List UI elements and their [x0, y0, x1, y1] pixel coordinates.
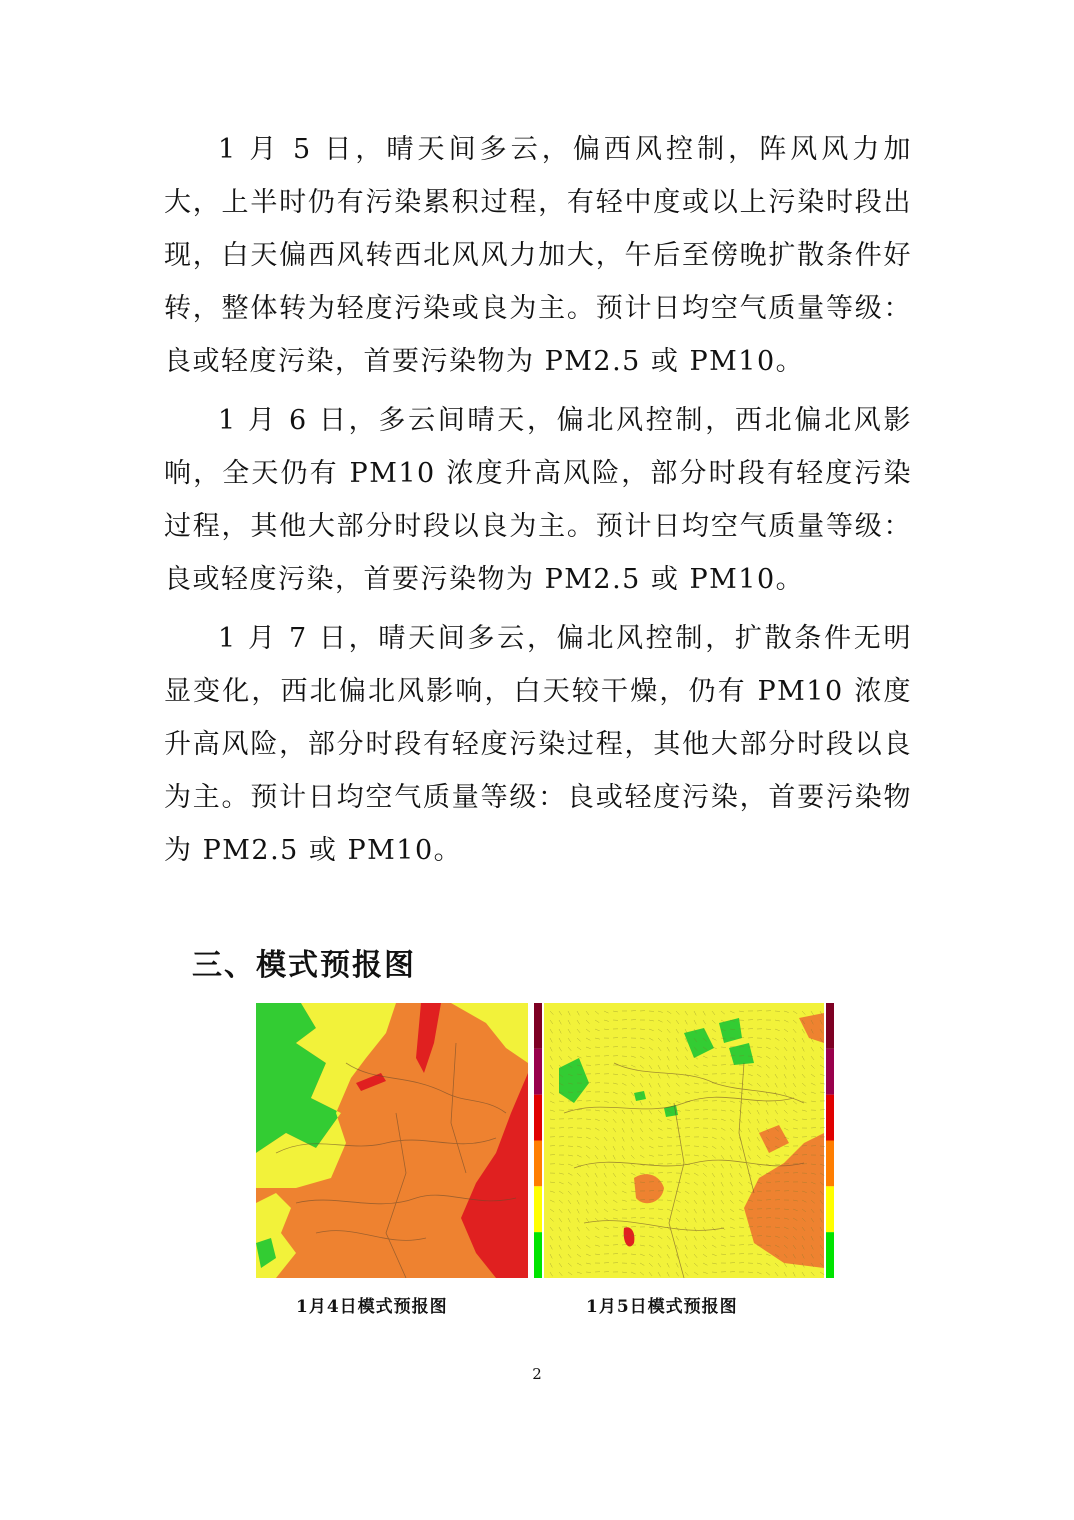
forecast-map-image: [544, 1003, 834, 1278]
figure-caption-jan4: 1月4日模式预报图: [296, 1297, 448, 1317]
color-legend-bar: [826, 1003, 834, 1278]
page-number: 2: [532, 1365, 542, 1383]
legend-swatch: [534, 1186, 542, 1232]
legend-swatch: [826, 1232, 834, 1278]
legend-swatch: [826, 1095, 834, 1141]
model-forecast-map-jan5: [544, 1003, 834, 1278]
legend-swatch: [534, 1095, 542, 1141]
legend-swatch: [534, 1232, 542, 1278]
forecast-map-image: [256, 1003, 545, 1278]
section-title: 三、模式预报图: [192, 948, 416, 983]
forecast-paragraph-jan5: 1 月 5 日，晴天间多云，偏西风控制，阵风风力加大，上半时仍有污染累积过程，有轻中度或以上污染时段出现，白天偏西风转西北风风力加大，午后至傍晚扩散条件好转，整体转为轻度污染或良为主。预计日均空气质量等级：良或轻度污染，首要污染物为 PM2.5 或 PM10。: [164, 134, 912, 377]
color-legend-bar: [534, 1003, 542, 1278]
model-forecast-map-jan4: [256, 1003, 545, 1278]
legend-swatch: [534, 1049, 542, 1095]
legend-swatch: [826, 1003, 834, 1049]
forecast-paragraph-jan7: 1 月 7 日，晴天间多云，偏北风控制，扩散条件无明显变化，西北偏北风影响，白天较干燥，仍有 PM10 浓度升高风险，部分时段有轻度污染过程，其他大部分时段以良为主。预计日均空气质量等级：良或轻度污染，首要污染物为 PM2.5 或 PM10。: [164, 623, 912, 866]
legend-swatch: [534, 1141, 542, 1187]
legend-swatch: [826, 1186, 834, 1232]
legend-swatch: [826, 1049, 834, 1095]
legend-swatch: [826, 1141, 834, 1187]
legend-swatch: [534, 1003, 542, 1049]
figure-caption-jan5: 1月5日模式预报图: [586, 1297, 738, 1317]
forecast-paragraph-jan6: 1 月 6 日，多云间晴天，偏北风控制，西北偏北风影响，全天仍有 PM10 浓度升高风险，部分时段有轻度污染过程，其他大部分时段以良为主。预计日均空气质量等级：良或轻度污染，首要污染物为 PM2.5 或 PM10。: [164, 405, 912, 595]
